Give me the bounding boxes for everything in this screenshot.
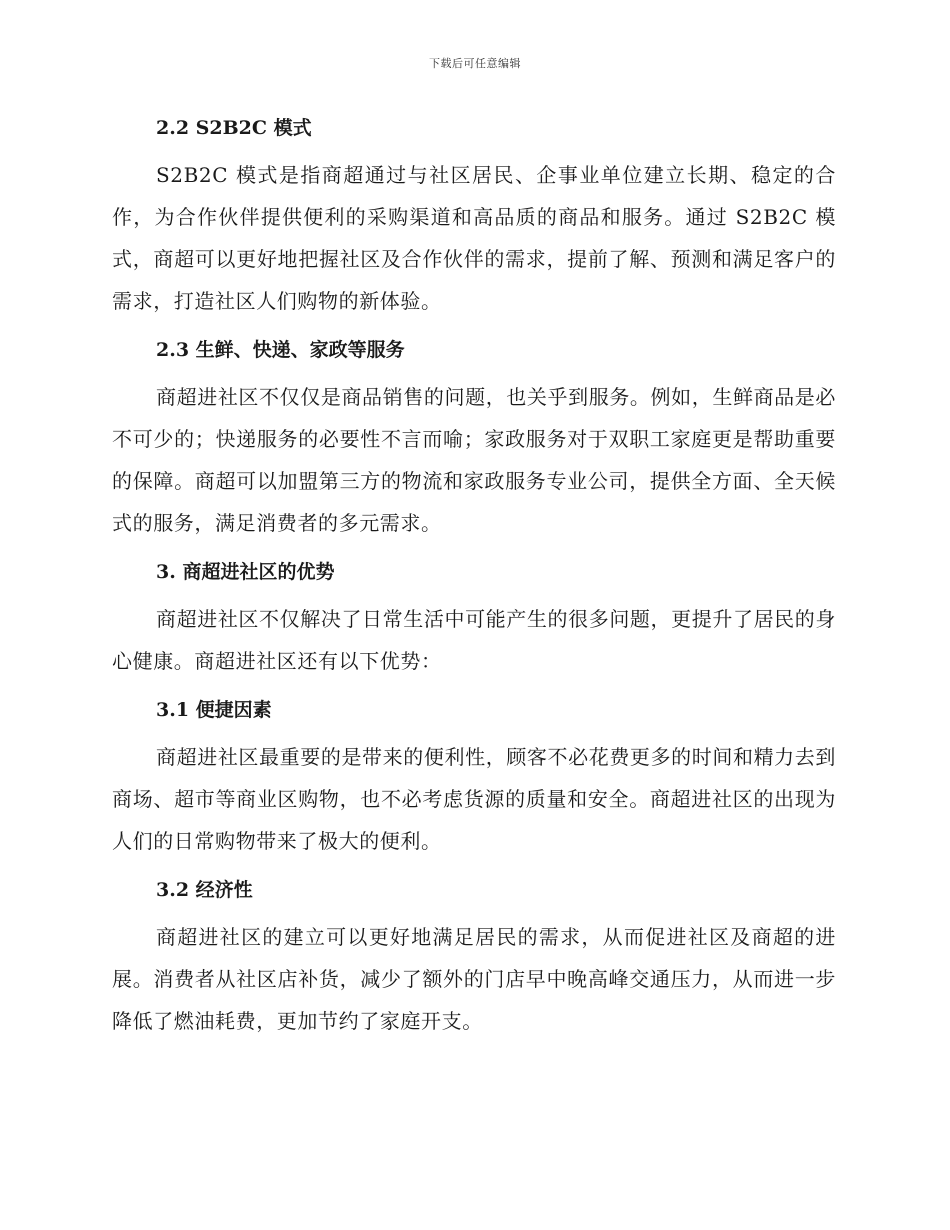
section-heading-3-1: 3.1 便捷因素: [156, 699, 272, 721]
section-paragraph-2-2: S2B2C 模式是指商超通过与社区居民、企事业单位建立长期、稳定的合作，为合作伙伴提供便利的采购渠道和高品质的商品和服务。通过 S2B2C 模式，商超可以更好地把握社区及合作伙伴的需求，提前了解、预测和满足客户的需求，打造社区人们购物的新体验。: [112, 163, 836, 313]
document-body: [112, 110, 836, 1042]
section-paragraph-3-1: 商超进社区最重要的是带来的便利性，顾客不必花费更多的时间和精力去到商场、超市等商业区购物，也不必考虑货源的质量和安全。商超进社区的出现为人们的日常购物带来了极大的便利。: [112, 745, 836, 853]
section-heading-3-2: 3.2 经济性: [156, 879, 253, 901]
section-heading-2-3: 2.3 生鲜、快递、家政等服务: [156, 339, 405, 361]
section-heading-2-2: 2.2 S2B2C 模式: [156, 117, 312, 139]
section-heading-3: 3. 商超进社区的优势: [156, 561, 335, 583]
section-paragraph-3: 商超进社区不仅解决了日常生活中可能产生的很多问题，更提升了居民的身心健康。商超进社区还有以下优势：: [112, 607, 836, 673]
section-paragraph-3-2: 商超进社区的建立可以更好地满足居民的需求，从而促进社区及商超的进展。消费者从社区店补货，减少了额外的门店早中晚高峰交通压力，从而进一步降低了燃油耗费，更加节约了家庭开支。: [112, 925, 836, 1033]
page-header: 下载后可任意编辑: [429, 57, 521, 70]
section-paragraph-2-3: 商超进社区不仅仅是商品销售的问题，也关乎到服务。例如，生鲜商品是必不可少的；快递服务的必要性不言而喻；家政服务对于双职工家庭更是帮助重要的保障。商超可以加盟第三方的物流和家政服务专业公司，提供全方面、全天候式的服务，满足消费者的多元需求。: [112, 385, 836, 535]
